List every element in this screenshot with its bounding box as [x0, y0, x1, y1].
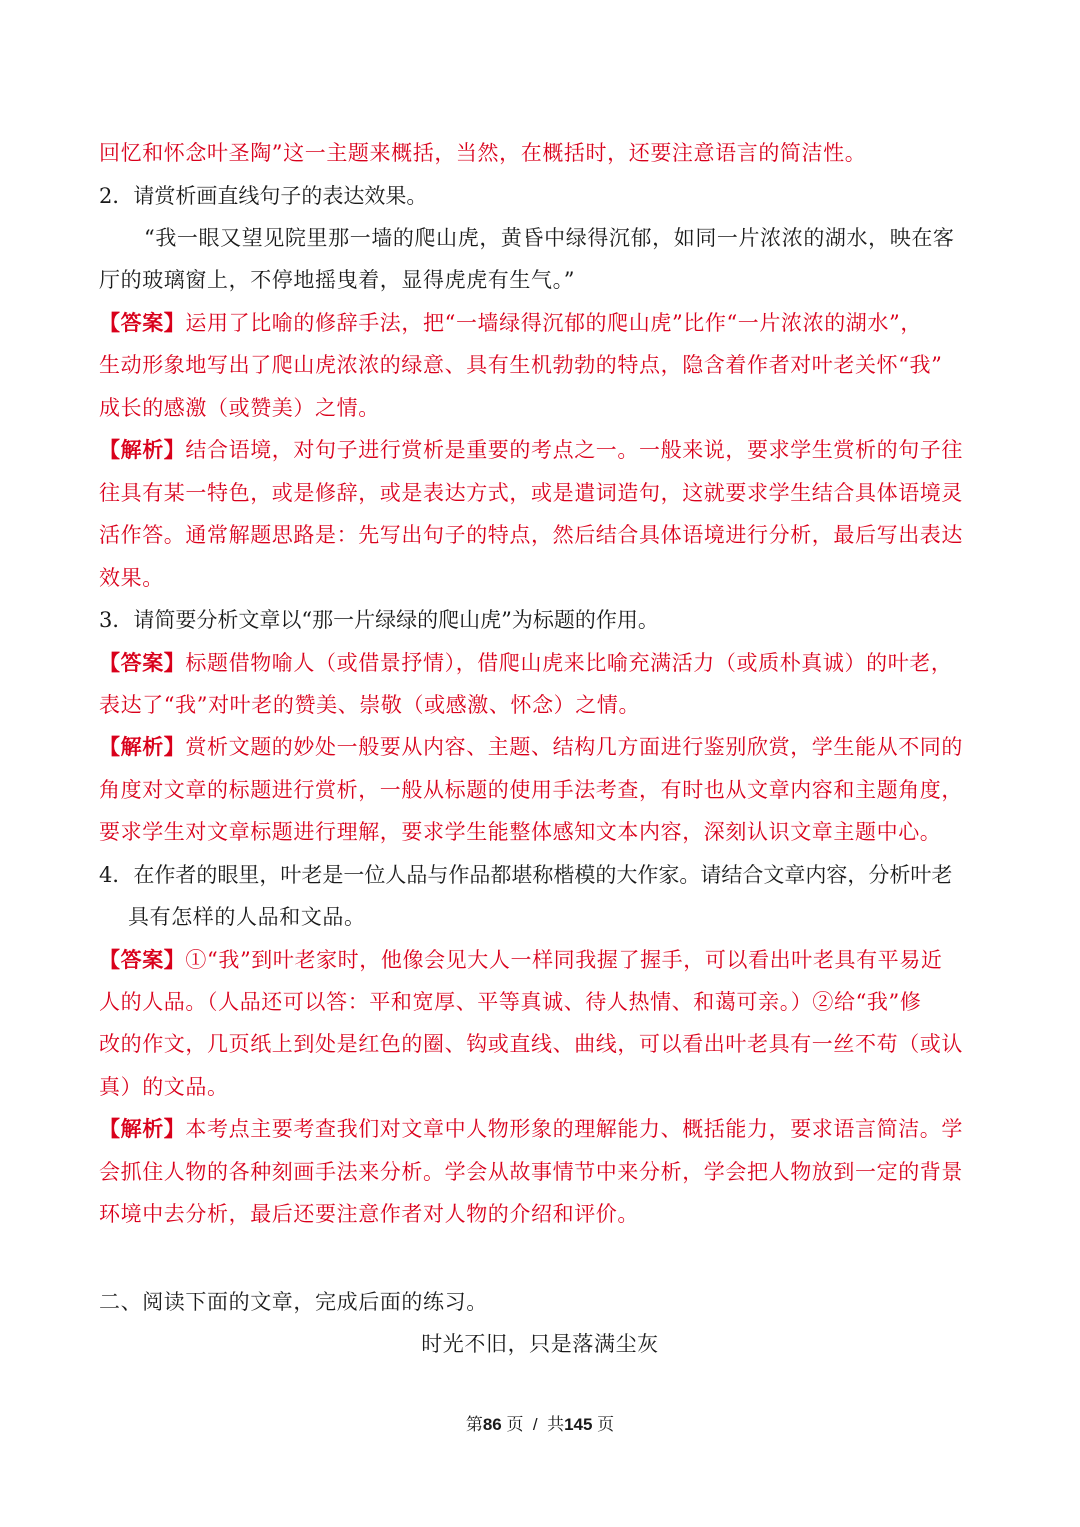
quoted-sentence-line-1: “我一眼又望见院里那一墙的爬山虎，黄昏中绿得沉郁，如同一片浓浓的湖水，映在客 — [144, 226, 955, 250]
question-3: 3．请简要分析文章以“那一片绿绿的爬山虎”为标题的作用。 — [99, 608, 659, 632]
answer-4-line-3: 改的作文，几页纸上到处是红色的圈、钩或直线、曲线，可以看出叶老具有一丝不苟（或认 — [99, 1032, 963, 1056]
page-footer — [0, 1411, 1080, 1439]
answer-4-line-4: 真）的文品。 — [99, 1075, 229, 1099]
footer-suffix: 页 — [592, 1415, 615, 1434]
analysis-text: 结合语境，对句子进行赏析是重要的考点之一。一般来说，要求学生赏析的句子往 — [185, 438, 964, 462]
answer-continuation: 回忆和怀念叶圣陶”这一主题来概括，当然，在概括时，还要注意语言的简洁性。 — [99, 141, 867, 165]
analysis-3 — [99, 731, 963, 763]
section-2-heading: 二、阅读下面的文章，完成后面的练习。 — [99, 1290, 488, 1314]
answer-tag: 【答案】 — [99, 650, 186, 675]
answer-3 — [99, 647, 953, 679]
answer-text: ①“我”到叶老家时，他像会见大人一样同我握了握手，可以看出叶老具有平易近 — [185, 948, 943, 972]
answer-text: 运用了比喻的修辞手法，把“一墙绿得沉郁的爬山虎”比作“一片浓浓的湖水”， — [185, 311, 922, 335]
analysis-tag: 【解析】 — [99, 734, 186, 759]
question-4: 4．在作者的眼里，叶老是一位人品与作品都堪称楷模的大作家。请结合文章内容，分析叶老 — [99, 863, 953, 887]
analysis-4-line-3: 环境中去分析，最后还要注意作者对人物的介绍和评价。 — [99, 1202, 639, 1226]
analysis-4 — [99, 1113, 963, 1145]
analysis-tag: 【解析】 — [99, 1116, 186, 1141]
analysis-text: 本考点主要考查我们对文章中人物形象的理解能力、概括能力，要求语言简洁。学 — [185, 1117, 964, 1141]
quoted-sentence-line-2: 厅的玻璃窗上，不停地摇曳着，显得虎虎有生气。” — [99, 268, 576, 292]
current-page-number: 86 — [482, 1415, 502, 1434]
analysis-2-line-2: 往具有某一特色，或是修辞，或是表达方式，或是遣词造句，这就要求学生结合具体语境灵 — [99, 481, 963, 505]
analysis-3-line-2: 角度对文章的标题进行赏析，一般从标题的使用手法考查，有时也从文章内容和主题角度， — [99, 778, 963, 802]
answer-3-line-2: 表达了“我”对叶老的赞美、崇敬（或感激、怀念）之情。 — [99, 693, 641, 717]
answer-4-line-2: 人的人品。（人品还可以答：平和宽厚、平等真诚、待人热情、和蔼可亲。）②给“我”修 — [99, 990, 922, 1014]
answer-4 — [99, 944, 942, 976]
answer-2-line-2: 生动形象地写出了爬山虎浓浓的绿意、具有生机勃勃的特点，隐含着作者对叶老关怀“我” — [99, 353, 943, 377]
answer-tag: 【答案】 — [99, 947, 186, 972]
answer-2 — [99, 307, 922, 339]
footer-mid: 页 / 共 — [501, 1415, 565, 1434]
answer-2-line-3: 成长的感激（或赞美）之情。 — [99, 396, 380, 420]
analysis-tag: 【解析】 — [99, 437, 186, 462]
analysis-2-line-3: 活作答。通常解题思路是：先写出句子的特点，然后结合具体语境进行分析，最后写出表达 — [99, 523, 963, 547]
article-title: 时光不旧，只是落满尘灰 — [421, 1332, 659, 1356]
question-2: 2．请赏析画直线句子的表达效果。 — [99, 184, 428, 208]
answer-text: 标题借物喻人（或借景抒情），借爬山虎来比喻充满活力（或质朴真诚）的叶老， — [185, 651, 953, 675]
answer-tag: 【答案】 — [99, 310, 186, 335]
analysis-2-line-4: 效果。 — [99, 566, 164, 590]
analysis-4-line-2: 会抓住人物的各种刻画手法来分析。学会从故事情节中来分析，学会把人物放到一定的背景 — [99, 1160, 963, 1184]
analysis-2 — [99, 434, 963, 466]
total-page-number: 145 — [564, 1415, 593, 1434]
footer-prefix: 第 — [465, 1415, 483, 1434]
analysis-text: 赏析文题的妙处一般要从内容、主题、结构几方面进行鉴别欣赏，学生能从不同的 — [185, 735, 964, 759]
question-4-line-2: 具有怎样的人品和文品。 — [128, 905, 366, 929]
analysis-3-line-3: 要求学生对文章标题进行理解，要求学生能整体感知文本内容，深刻认识文章主题中心。 — [99, 820, 942, 844]
